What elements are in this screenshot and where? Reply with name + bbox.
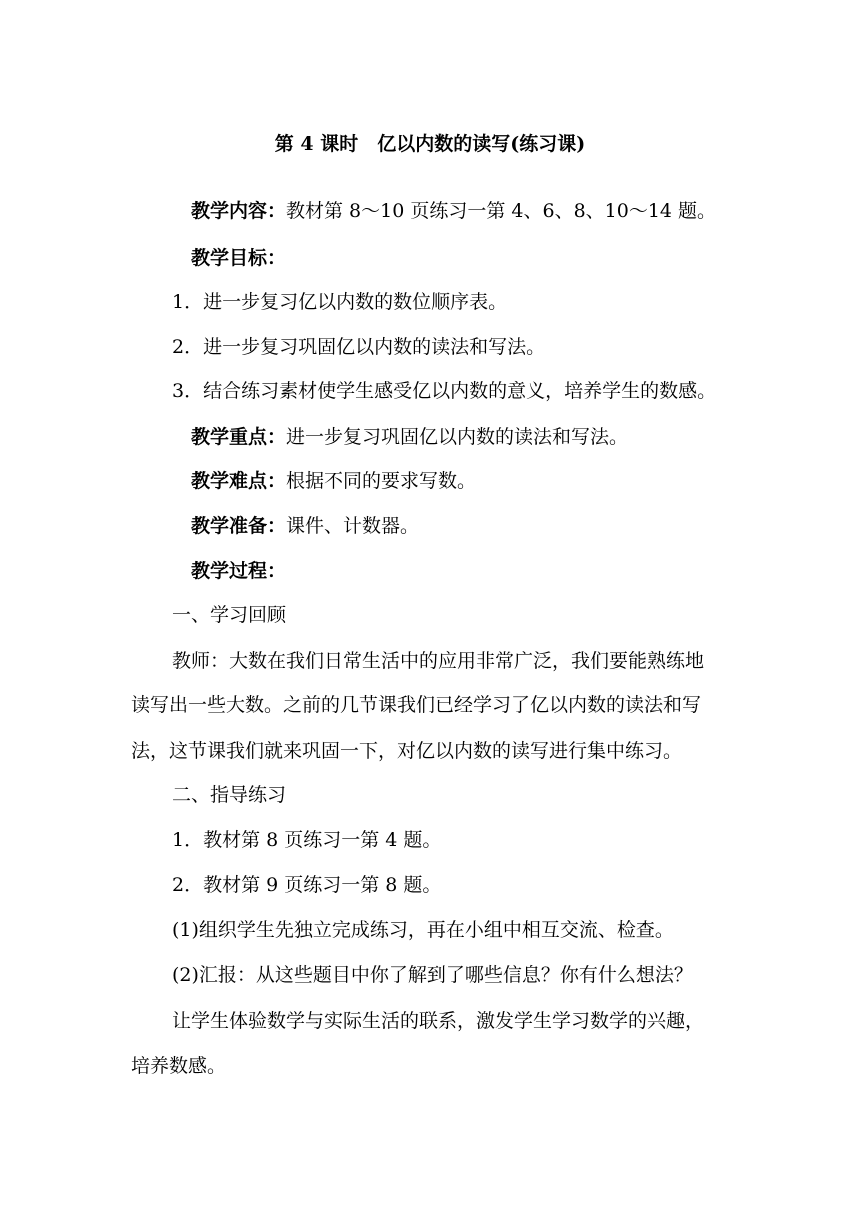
note-line: 让学生体验数学与实际生活的联系，激发学生学习数学的兴趣，	[172, 1010, 705, 1032]
preparation-label: 教学准备：	[191, 515, 287, 537]
teaching-difficulty	[191, 468, 801, 494]
teaching-objectives-label: 教学目标：	[191, 247, 287, 269]
section-heading: 一、学习回顾	[172, 604, 287, 626]
teaching-process-label: 教学过程：	[191, 560, 287, 582]
key-point-label: 教学重点：	[191, 426, 287, 448]
section-heading: 二、指导练习	[172, 784, 287, 806]
practice-item: 1．教材第 8 页练习一第 4 题。	[172, 829, 442, 851]
paragraph-line: 读写出一些大数。之前的几节课我们已经学习了亿以内数的读法和写	[131, 694, 702, 716]
objective-item: 2．进一步复习巩固亿以内数的读法和写法。	[172, 336, 546, 358]
difficulty-text: 根据不同的要求写数。	[286, 470, 477, 492]
teaching-content	[191, 198, 801, 224]
difficulty-label: 教学难点：	[191, 470, 287, 492]
objective-item: 3．结合练习素材使学生感受亿以内数的意义，培养学生的数感。	[172, 380, 717, 402]
teaching-content-label: 教学内容：	[191, 200, 287, 222]
paragraph-line: 教师：大数在我们日常生活中的应用非常广泛，我们要能熟练地	[172, 650, 705, 672]
teaching-key-point	[191, 424, 801, 450]
practice-item: (1)组织学生先独立完成练习，再在小组中相互交流、检查。	[172, 919, 674, 941]
objective-item: 1．进一步复习亿以内数的数位顺序表。	[172, 291, 508, 313]
practice-item: 2．教材第 9 页练习一第 8 题。	[172, 874, 442, 896]
teaching-preparation	[191, 513, 801, 539]
teaching-content-text: 教材第 8～10 页练习一第 4、6、8、10～14 题。	[286, 200, 717, 222]
lesson-title: 第 4 课时 亿以内数的读写(练习课)	[274, 133, 586, 155]
preparation-text: 课件、计数器。	[286, 515, 420, 537]
paragraph-line: 法，这节课我们就来巩固一下，对亿以内数的读写进行集中练习。	[131, 740, 683, 762]
note-line: 培养数感。	[131, 1055, 227, 1077]
key-point-text: 进一步复习巩固亿以内数的读法和写法。	[286, 426, 629, 448]
practice-item: (2)汇报：从这些题目中你了解到了哪些信息？你有什么想法？	[172, 964, 693, 986]
